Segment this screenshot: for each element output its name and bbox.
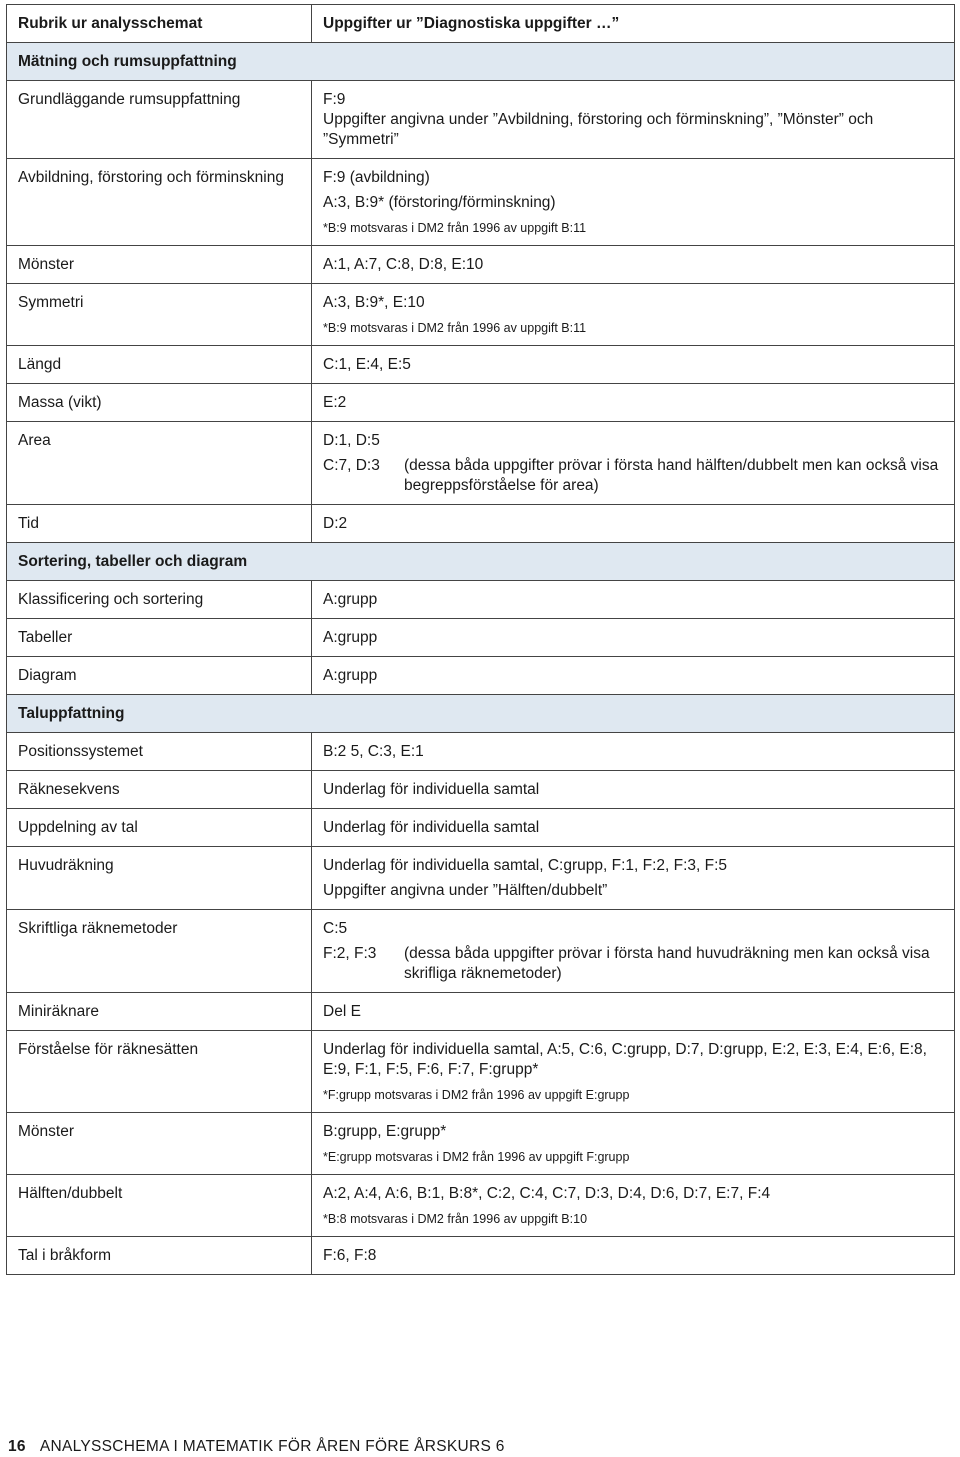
task-note: *B:9 motsvaras i DM2 från 1996 av uppgift B:11 [323, 221, 587, 235]
task-line: A:2, A:4, A:6, B:1, B:8*, C:2, C:4, C:7, D:3, D:4, D:6, D:7, E:7, F:4 [323, 1185, 771, 1202]
row-tasks: A:grupp [312, 657, 955, 695]
row-tasks [312, 1031, 955, 1113]
table-row [7, 422, 955, 505]
row-label: Massa (vikt) [7, 384, 312, 422]
row-tasks: Del E [312, 993, 955, 1031]
header-col1: Rubrik ur analysschemat [7, 5, 312, 43]
header-col2: Uppgifter ur ”Diagnostiska uppgifter …” [312, 5, 955, 43]
task-line: A:3, B:9*, E:10 [323, 294, 425, 311]
task-explanation: (dessa båda uppgifter prövar i första hand huvudräkning men kan också visa skrifliga räknemetoder) [404, 945, 930, 982]
row-tasks: Underlag för individuella samtal [312, 809, 955, 847]
row-label: Mönster [7, 246, 312, 284]
row-label: Miniräknare [7, 993, 312, 1031]
task-line: A:3, B:9* (förstoring/förminskning) [323, 194, 556, 211]
table-row [7, 246, 955, 284]
row-label: Hälften/dubbelt [7, 1175, 312, 1237]
table-row [7, 1237, 955, 1275]
section-title-matning: Mätning och rumsuppfattning [7, 43, 955, 81]
section-row [7, 543, 955, 581]
task-note: *F:grupp motsvaras i DM2 från 1996 av uppgift E:grupp [323, 1088, 630, 1102]
row-tasks: E:2 [312, 384, 955, 422]
table-row [7, 847, 955, 910]
row-label: Längd [7, 346, 312, 384]
table-row [7, 619, 955, 657]
row-label: Grundläggande rumsuppfattning [7, 81, 312, 159]
row-tasks [312, 422, 955, 505]
task-line: Underlag för individuella samtal, C:grupp, F:1, F:2, F:3, F:5 [323, 857, 728, 874]
row-label: Huvudräkning [7, 847, 312, 910]
table-row [7, 910, 955, 993]
table-row [7, 159, 955, 246]
row-tasks [312, 81, 955, 159]
task-line: Underlag för individuella samtal, A:5, C:6, C:grupp, D:7, D:grupp, E:2, E:3, E:4, E:6, E:8, E:9, F:1, F:5, F:6, F:7, F:grupp* [323, 1041, 927, 1078]
table-row [7, 771, 955, 809]
footer-title: ANALYSSCHEMA I MATEMATIK FÖR ÅREN FÖRE ÅRSKURS 6 [39, 1438, 505, 1455]
row-label: Mönster [7, 1113, 312, 1175]
task-line: C:5 [323, 920, 348, 937]
row-tasks: Underlag för individuella samtal [312, 771, 955, 809]
row-label: Tal i bråkform [7, 1237, 312, 1275]
task-note: *B:9 motsvaras i DM2 från 1996 av uppgift B:11 [323, 321, 587, 335]
row-tasks [312, 1175, 955, 1237]
row-tasks [312, 1113, 955, 1175]
row-label: Klassificering och sortering [7, 581, 312, 619]
table-row [7, 1175, 955, 1237]
page-footer [8, 1438, 505, 1456]
section-row [7, 695, 955, 733]
task-subline [323, 456, 943, 496]
task-codes: C:7, D:3 [323, 457, 380, 474]
row-label: Diagram [7, 657, 312, 695]
row-tasks: A:grupp [312, 581, 955, 619]
section-title-sortering: Sortering, tabeller och diagram [7, 543, 955, 581]
row-label: Tabeller [7, 619, 312, 657]
task-line: Uppgifter angivna under ”Hälften/dubbelt” [323, 882, 608, 899]
row-label: Positionssystemet [7, 733, 312, 771]
table-row [7, 346, 955, 384]
page-number: 16 [8, 1438, 26, 1455]
task-line: D:1, D:5 [323, 432, 380, 449]
table-row [7, 809, 955, 847]
row-label: Uppdelning av tal [7, 809, 312, 847]
row-label: Avbildning, förstoring och förminskning [7, 159, 312, 246]
table-header [7, 5, 955, 43]
row-label: Förståelse för räknesätten [7, 1031, 312, 1113]
task-note: *E:grupp motsvaras i DM2 från 1996 av uppgift F:grupp [323, 1150, 630, 1164]
table-row [7, 505, 955, 543]
table-row [7, 733, 955, 771]
task-line: F:9 (avbildning) [323, 169, 430, 186]
task-explanation: (dessa båda uppgifter prövar i första hand hälften/dubbelt men kan också visa begreppsförståelse för area) [404, 457, 939, 494]
row-label: Tid [7, 505, 312, 543]
row-tasks: A:1, A:7, C:8, D:8, E:10 [312, 246, 955, 284]
table-row [7, 81, 955, 159]
row-tasks [312, 910, 955, 993]
section-title-tal: Taluppfattning [7, 695, 955, 733]
row-label: Symmetri [7, 284, 312, 346]
row-tasks [312, 159, 955, 246]
row-tasks: D:2 [312, 505, 955, 543]
task-line: B:grupp, E:grupp* [323, 1123, 447, 1140]
table-row [7, 581, 955, 619]
analysis-table [6, 4, 955, 1275]
table-row [7, 1113, 955, 1175]
row-tasks: A:grupp [312, 619, 955, 657]
row-tasks: F:6, F:8 [312, 1237, 955, 1275]
table-row [7, 384, 955, 422]
row-tasks: B:2 5, C:3, E:1 [312, 733, 955, 771]
row-label: Skriftliga räknemetoder [7, 910, 312, 993]
row-label: Area [7, 422, 312, 505]
row-tasks: C:1, E:4, E:5 [312, 346, 955, 384]
table-row [7, 657, 955, 695]
task-note: *B:8 motsvaras i DM2 från 1996 av uppgift B:10 [323, 1212, 588, 1226]
section-row [7, 43, 955, 81]
table-row [7, 1031, 955, 1113]
task-line: Uppgifter angivna under ”Avbildning, förstoring och förminskning”, ”Mönster” och ”Symmetri” [323, 111, 874, 148]
row-tasks [312, 284, 955, 346]
table-row [7, 284, 955, 346]
row-tasks [312, 847, 955, 910]
table-row [7, 993, 955, 1031]
row-label: Räknesekvens [7, 771, 312, 809]
task-codes: F:2, F:3 [323, 945, 377, 962]
task-subline [323, 944, 943, 984]
task-line: F:9 [323, 91, 346, 108]
